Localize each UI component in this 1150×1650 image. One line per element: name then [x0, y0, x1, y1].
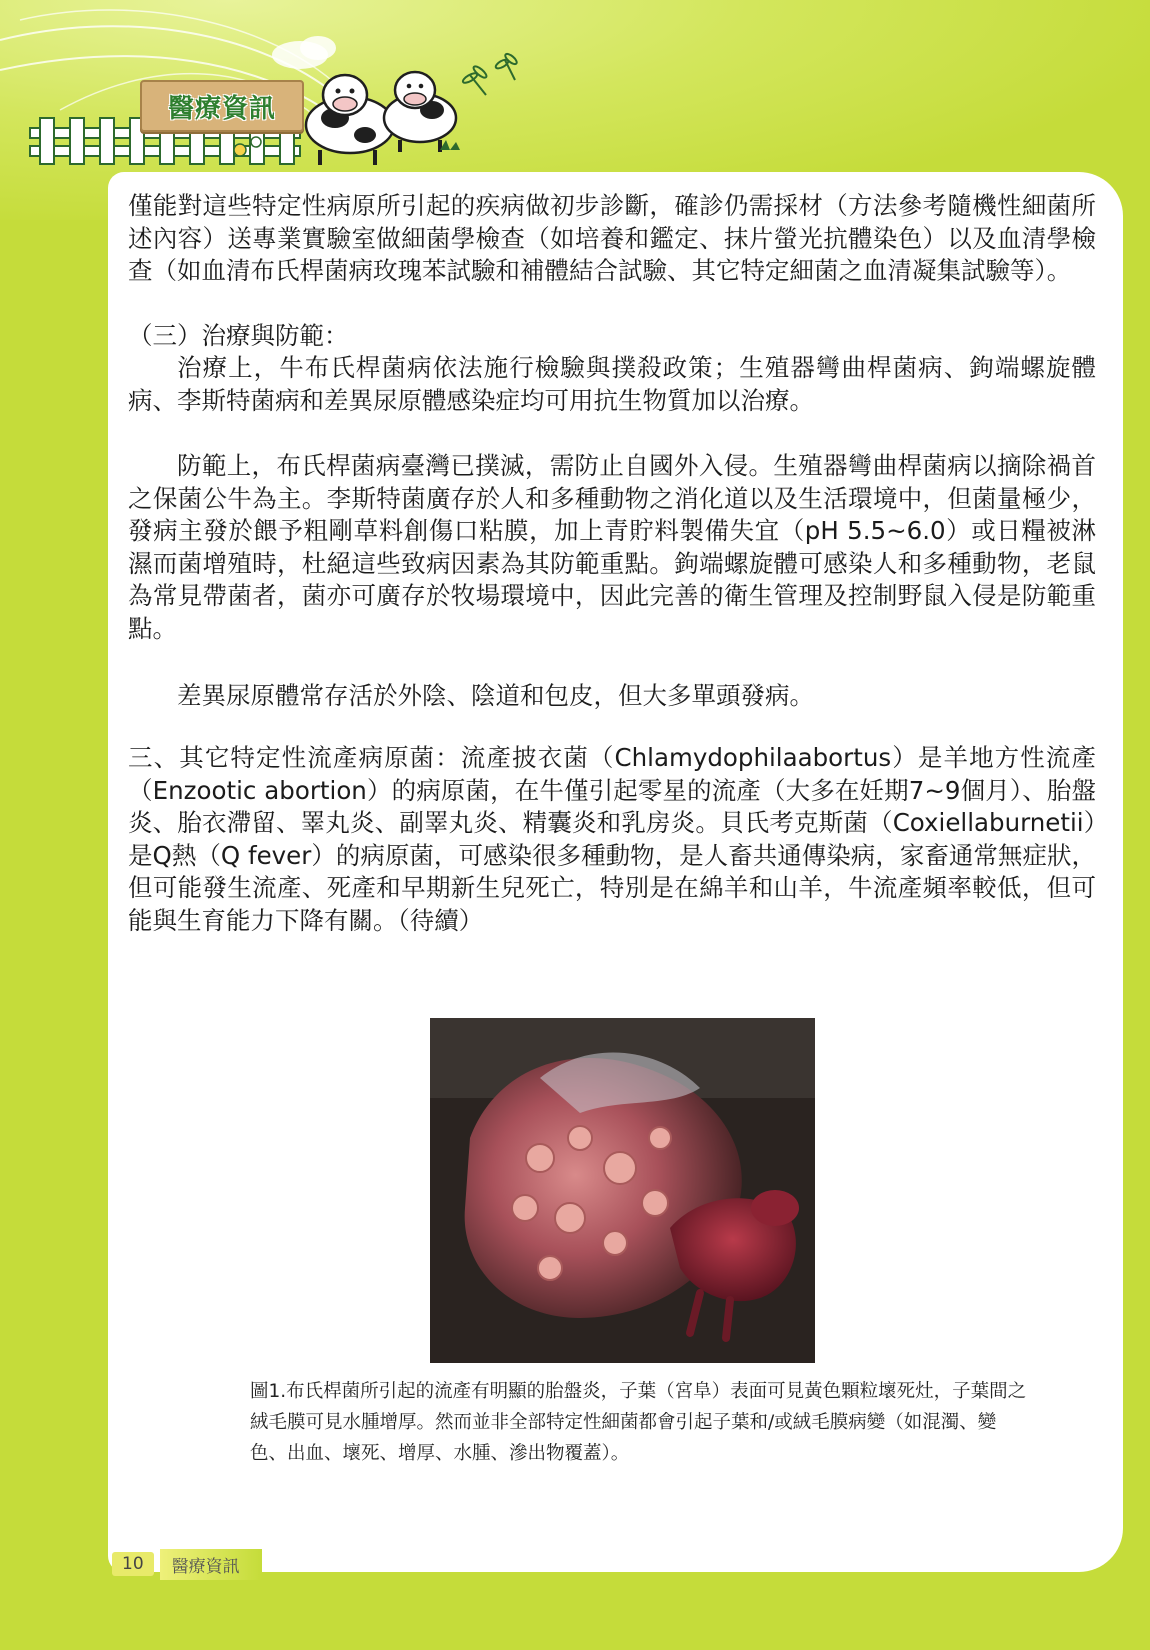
figure-photo [430, 1018, 815, 1363]
paragraph-ureaplasma: 差異尿原體常存活於外陰、陰道和包皮，但大多單頭發病。 [177, 681, 814, 710]
placenta-photo [430, 1018, 815, 1363]
page-footer [112, 1546, 262, 1582]
dragonfly-icon [462, 52, 519, 95]
page-number: 10 [112, 1552, 154, 1576]
subsection-heading: （三）治療與防範： [128, 321, 349, 350]
cow-icon [306, 75, 394, 165]
footer-section-title: 醫療資訊 [160, 1549, 262, 1580]
cow-icon [384, 72, 456, 152]
figure-caption: 圖1.布氏桿菌所引起的流產有明顯的胎盤炎，子葉（宮阜）表面可見黃色顆粒壞死灶，子葉間之絨毛膜可見水腫增厚。然而並非全部特定性細菌都會引起子葉和/或絨毛膜病變（如混濁、變色、出血、壞死、增厚、水腫、滲出物覆蓋）。 [250, 1381, 1027, 1464]
section-sign [140, 80, 304, 132]
paragraph-other-pathogens: 三、其它特定性流產病原菌：流產披衣菌（Chlamydophilaabortus）是羊地方性流產（Enzootic abortion）的病原菌，在牛僅引起零星的流產（大多在妊期7~9個月）、胎盤炎、胎衣滯留、睪丸炎、副睪丸炎、精囊炎和乳房炎。貝氏考克斯菌（Coxiellaburnetii）是Q熱（Q fever）的病原菌，可感染很多種動物，是人畜共通傳染病，家畜通常無症狀，但可能發生流產、死產和早期新生兒死亡，特別是在綿羊和山羊，牛流產頻率較低，但可能與生育能力下降有關。（待續） [128, 743, 1096, 935]
section-title: 醫療資訊 [167, 93, 276, 124]
paragraph-diagnosis: 僅能對這些特定性病原所引起的疾病做初步診斷，確診仍需採材（方法參考隨機性細菌所述內容）送專業實驗室做細菌學檢查（如培養和鑑定、抹片螢光抗體染色）以及血清學檢查（如血清布氏桿菌病玫瑰苯試驗和補體結合試驗、其它特定細菌之血清凝集試驗等）。 [128, 191, 1096, 285]
paragraph-treatment: 治療上，牛布氏桿菌病依法施行檢驗與撲殺政策；生殖器彎曲桿菌病、鉤端螺旋體病、李斯特菌病和差異尿原體感染症均可用抗生物質加以治療。 [128, 353, 1096, 415]
paragraph-prevention: 防範上，布氏桿菌病臺灣已撲滅，需防止自國外入侵。生殖器彎曲桿菌病以摘除禍首之保菌公牛為主。李斯特菌廣存於人和多種動物之消化道以及生活環境中，但菌量極少，發病主發於餵予粗剛草料創傷口粘膜，加上青貯料製備失宜（pH 5.5~6.0）或日糧被淋濕而菌增殖時，杜絕這些致病因素為其防範重點。鉤端螺旋體可感染人和多種動物，老鼠為常見帶菌者，菌亦可廣存於牧場環境中，因此完善的衛生管理及控制野鼠入侵是防範重點。 [128, 451, 1096, 643]
